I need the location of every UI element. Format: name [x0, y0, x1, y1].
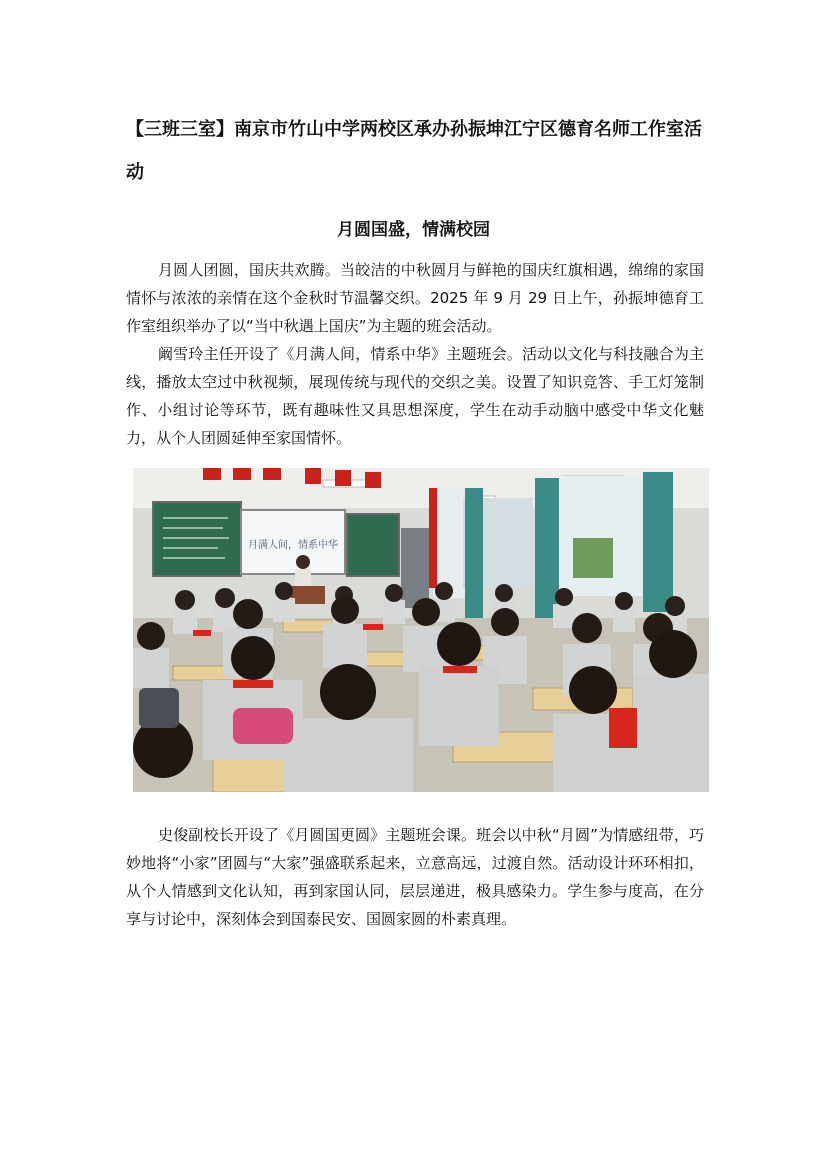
- document-title: 【三班三室】南京市竹山中学两校区承办孙振坤江宁区德育名师工作室活动: [126, 119, 702, 183]
- paragraph-class-meeting-2: 史俊副校长开设了《月圆国更圆》主题班会课。班会以中秋“月圆”为情感纽带，巧妙地将“小家”团圆与“大家”强盛联系起来，立意高远，过渡自然。活动设计环环相扣，从个人情感到文化认知，再到家国认同，层层递进，极具感染力。学生参与度高，在分享与讨论中，深刻体会到国泰民安、国圆家圆的朴素真理。: [126, 826, 704, 928]
- classroom-photo: [133, 468, 709, 792]
- section-heading: 月圆国盛，情满校园: [337, 220, 490, 240]
- paragraph-class-meeting-1: 阚雪玲主任开设了《月满人间，情系中华》主题班会。活动以文化与科技融合为主线，播放太空过中秋视频，展现传统与现代的交织之美。设置了知识竞答、手工灯笼制作、小组讨论等环节，既有趣味性又具思想深度，学生在动手动脑中感受中华文化魅力，从个人团圆延伸至家国情怀。: [126, 345, 704, 447]
- screen-text: 月满人间，情系中华: [248, 540, 338, 551]
- paragraph-intro: 月圆人团圆，国庆共欢腾。当皎洁的中秋圆月与鲜艳的国庆红旗相遇，绵绵的家国情怀与浓浓的亲情在这个金秋时节温馨交织。2025 年 9 月 29 日上午，孙振坤德育工作室组织举办了以“当中秋遇上国庆”为主题的班会活动。: [126, 261, 704, 335]
